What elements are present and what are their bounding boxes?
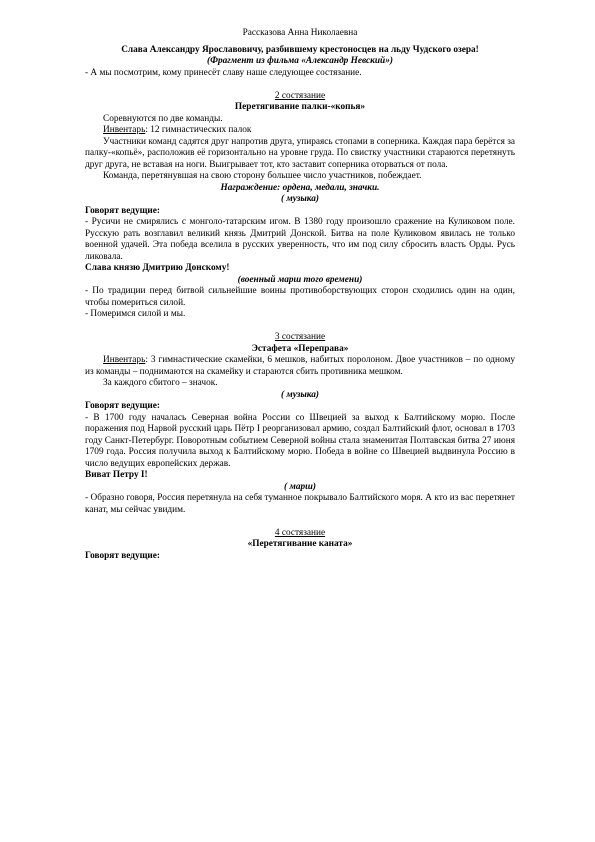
hosts-2-rope: - Образно говоря, Россия перетянула на себя туманное покрывало Балтийского моря. А кто из вас перетянет канат, мы сейчас увидим. bbox=[85, 493, 515, 515]
inventory-text: : 3 гимнастические скамейки, 6 мешков, набитых поролоном. Двое участников – по одному из команды – поднимаются на скамейку и стараются сбить противника мешком. bbox=[85, 355, 515, 377]
contest-2-music: ( музыка) bbox=[280, 194, 320, 204]
contest-2-title: Перетягивание палки-«копья» bbox=[234, 102, 366, 112]
contest-3-inventory bbox=[85, 355, 515, 378]
contest-3-music: ( музыка) bbox=[280, 389, 320, 400]
hosts-label-2: Говорят ведущие: bbox=[85, 401, 161, 411]
military-march-note: (военный марш того времени) bbox=[237, 274, 363, 285]
inventory-text: : 12 гимнастических палок bbox=[145, 125, 252, 135]
document-page bbox=[85, 28, 515, 562]
hosts-1-text: - Русичи не смирялись с монголо-татарским игом. В 1380 году произошло сражение на Куликовом поле. Русскую рать возглавил великий князь Дмитрий Донской. Битва на поле Куликовом явилась не только военной удачей. Эта победа вселила в русских уверенность, что им под силу сбросить власть Орды. Русь ликовала. bbox=[85, 217, 515, 262]
intro-line: - А мы посмотрим, кому принесёт славу наше следующее состязание. bbox=[85, 67, 362, 78]
inventory-label: Инвентарь bbox=[103, 125, 146, 135]
hosts-2-text: - В 1700 году началась Северная война России со Швецией за выход к Балтийскому морю. После поражения под Нарвой русский царь Пётр I реорганизовал армию, создал Балтийский флот, основал в 1703 году Санкт-Петербург. Поворотным событием Северной войны стала знаменитая Полтавская битва 27 июня 1709 года. Россия получила выход к Балтийскому морю. Победа в войне со Швецией выдвинула Россию в число ведущих европейских держав. bbox=[85, 412, 515, 469]
contest-4-title: «Перетягивание каната» bbox=[247, 539, 353, 549]
contest-2-winner: Команда, перетянувшая на свою сторону большее число участников, побеждает. bbox=[103, 171, 422, 181]
contest-2-rules: Участники команд садятся друг напротив друга, упираясь стопами в соперника. Каждая пара берётся за палку-«копьё», расположив её горизонтально на уровне груда. По свистку участники стараются перетянуть друг друга, не вставая на ноги. Выигрывает тот, кто заставит соперника оторваться от пола. bbox=[85, 136, 515, 170]
hosts-1-challenge: - Померимся силой и мы. bbox=[85, 309, 186, 319]
contest-3-number: 3 состязание bbox=[274, 332, 326, 342]
contest-2-award: Награждение: ордена, медали, значки. bbox=[220, 182, 380, 193]
contest-2-teams: Соревнуются по две команды. bbox=[103, 113, 223, 124]
author-name: Рассказова Анна Николаевна bbox=[242, 28, 358, 38]
film-fragment-note: (Фрагмент из фильма «Александр Невский») bbox=[207, 56, 393, 66]
inventory-label: Инвентарь bbox=[103, 355, 146, 365]
glory-dmitry-heading: Слава князю Дмитрию Донскому! bbox=[85, 263, 230, 273]
hosts-label-3: Говорят ведущие: bbox=[85, 550, 161, 561]
contest-4-number: 4 состязание bbox=[274, 527, 326, 538]
vivat-peter-heading: Виват Петру I! bbox=[85, 470, 148, 480]
glory-alexander-heading: Слава Александру Ярославовичу, разбившему крестоносцев на льду Чудского озера! bbox=[121, 44, 479, 55]
march-note: ( марш) bbox=[284, 481, 316, 492]
contest-3-award: За каждого сбитого – значок. bbox=[103, 378, 218, 388]
hosts-label-1: Говорят ведущие: bbox=[85, 205, 161, 216]
hosts-1-tradition: - По традиции перед битвой сильнейшие воины противоборствующих сторон сходились один на один, чтобы помериться силой. bbox=[85, 286, 515, 308]
contest-3-title: Эстафета «Переправа» bbox=[251, 343, 349, 354]
contest-2-number: 2 состязание bbox=[274, 90, 326, 101]
contest-2-inventory bbox=[85, 125, 515, 137]
